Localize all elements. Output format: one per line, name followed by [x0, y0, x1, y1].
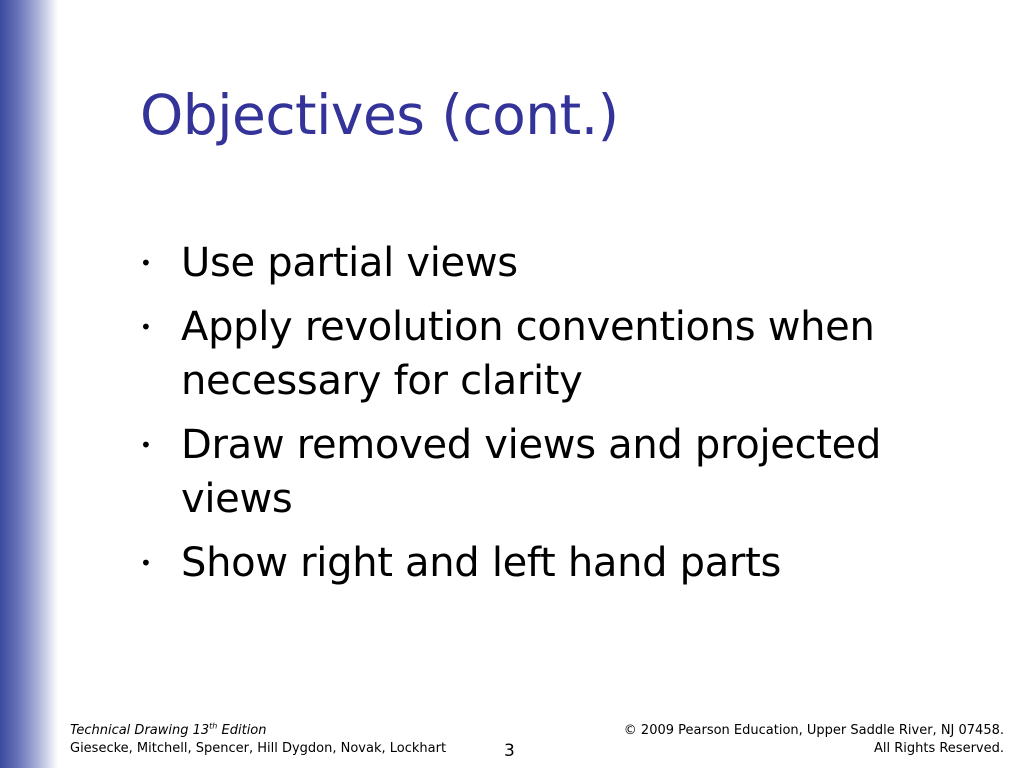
bullet-item — [140, 418, 920, 526]
bullet-item — [140, 536, 920, 590]
footer-book-title: Technical Drawing 13th Edition — [70, 721, 267, 738]
slide-title: Objectives (cont.) — [140, 83, 619, 147]
footer-authors: Giesecke, Mitchell, Spencer, Hill Dygdon, Novak, Lockhart — [70, 741, 447, 756]
bullet-text: Draw removed views and projected views — [181, 422, 882, 522]
bullet-dot-icon: • — [140, 251, 152, 275]
bullet-item — [140, 236, 920, 290]
bullet-dot-icon: • — [140, 551, 152, 575]
bullet-list — [140, 236, 920, 600]
rights-line: All Rights Reserved. — [873, 741, 1004, 756]
side-gradient-bar — [0, 0, 58, 768]
bullet-text: Apply revolution conventions when necessary for clarity — [181, 304, 875, 404]
bullet-dot-icon: • — [140, 433, 152, 457]
footer-book-info — [70, 722, 446, 758]
bullet-dot-icon: • — [140, 315, 152, 339]
bullet-item — [140, 300, 920, 408]
copyright-line: © 2009 Pearson Education, Upper Saddle River, NJ 07458. — [623, 723, 1004, 738]
bullet-text: Show right and left hand parts — [181, 540, 782, 586]
page-number: 3 — [504, 741, 515, 761]
footer-copyright — [624, 722, 1004, 758]
bullet-text: Use partial views — [181, 240, 518, 286]
